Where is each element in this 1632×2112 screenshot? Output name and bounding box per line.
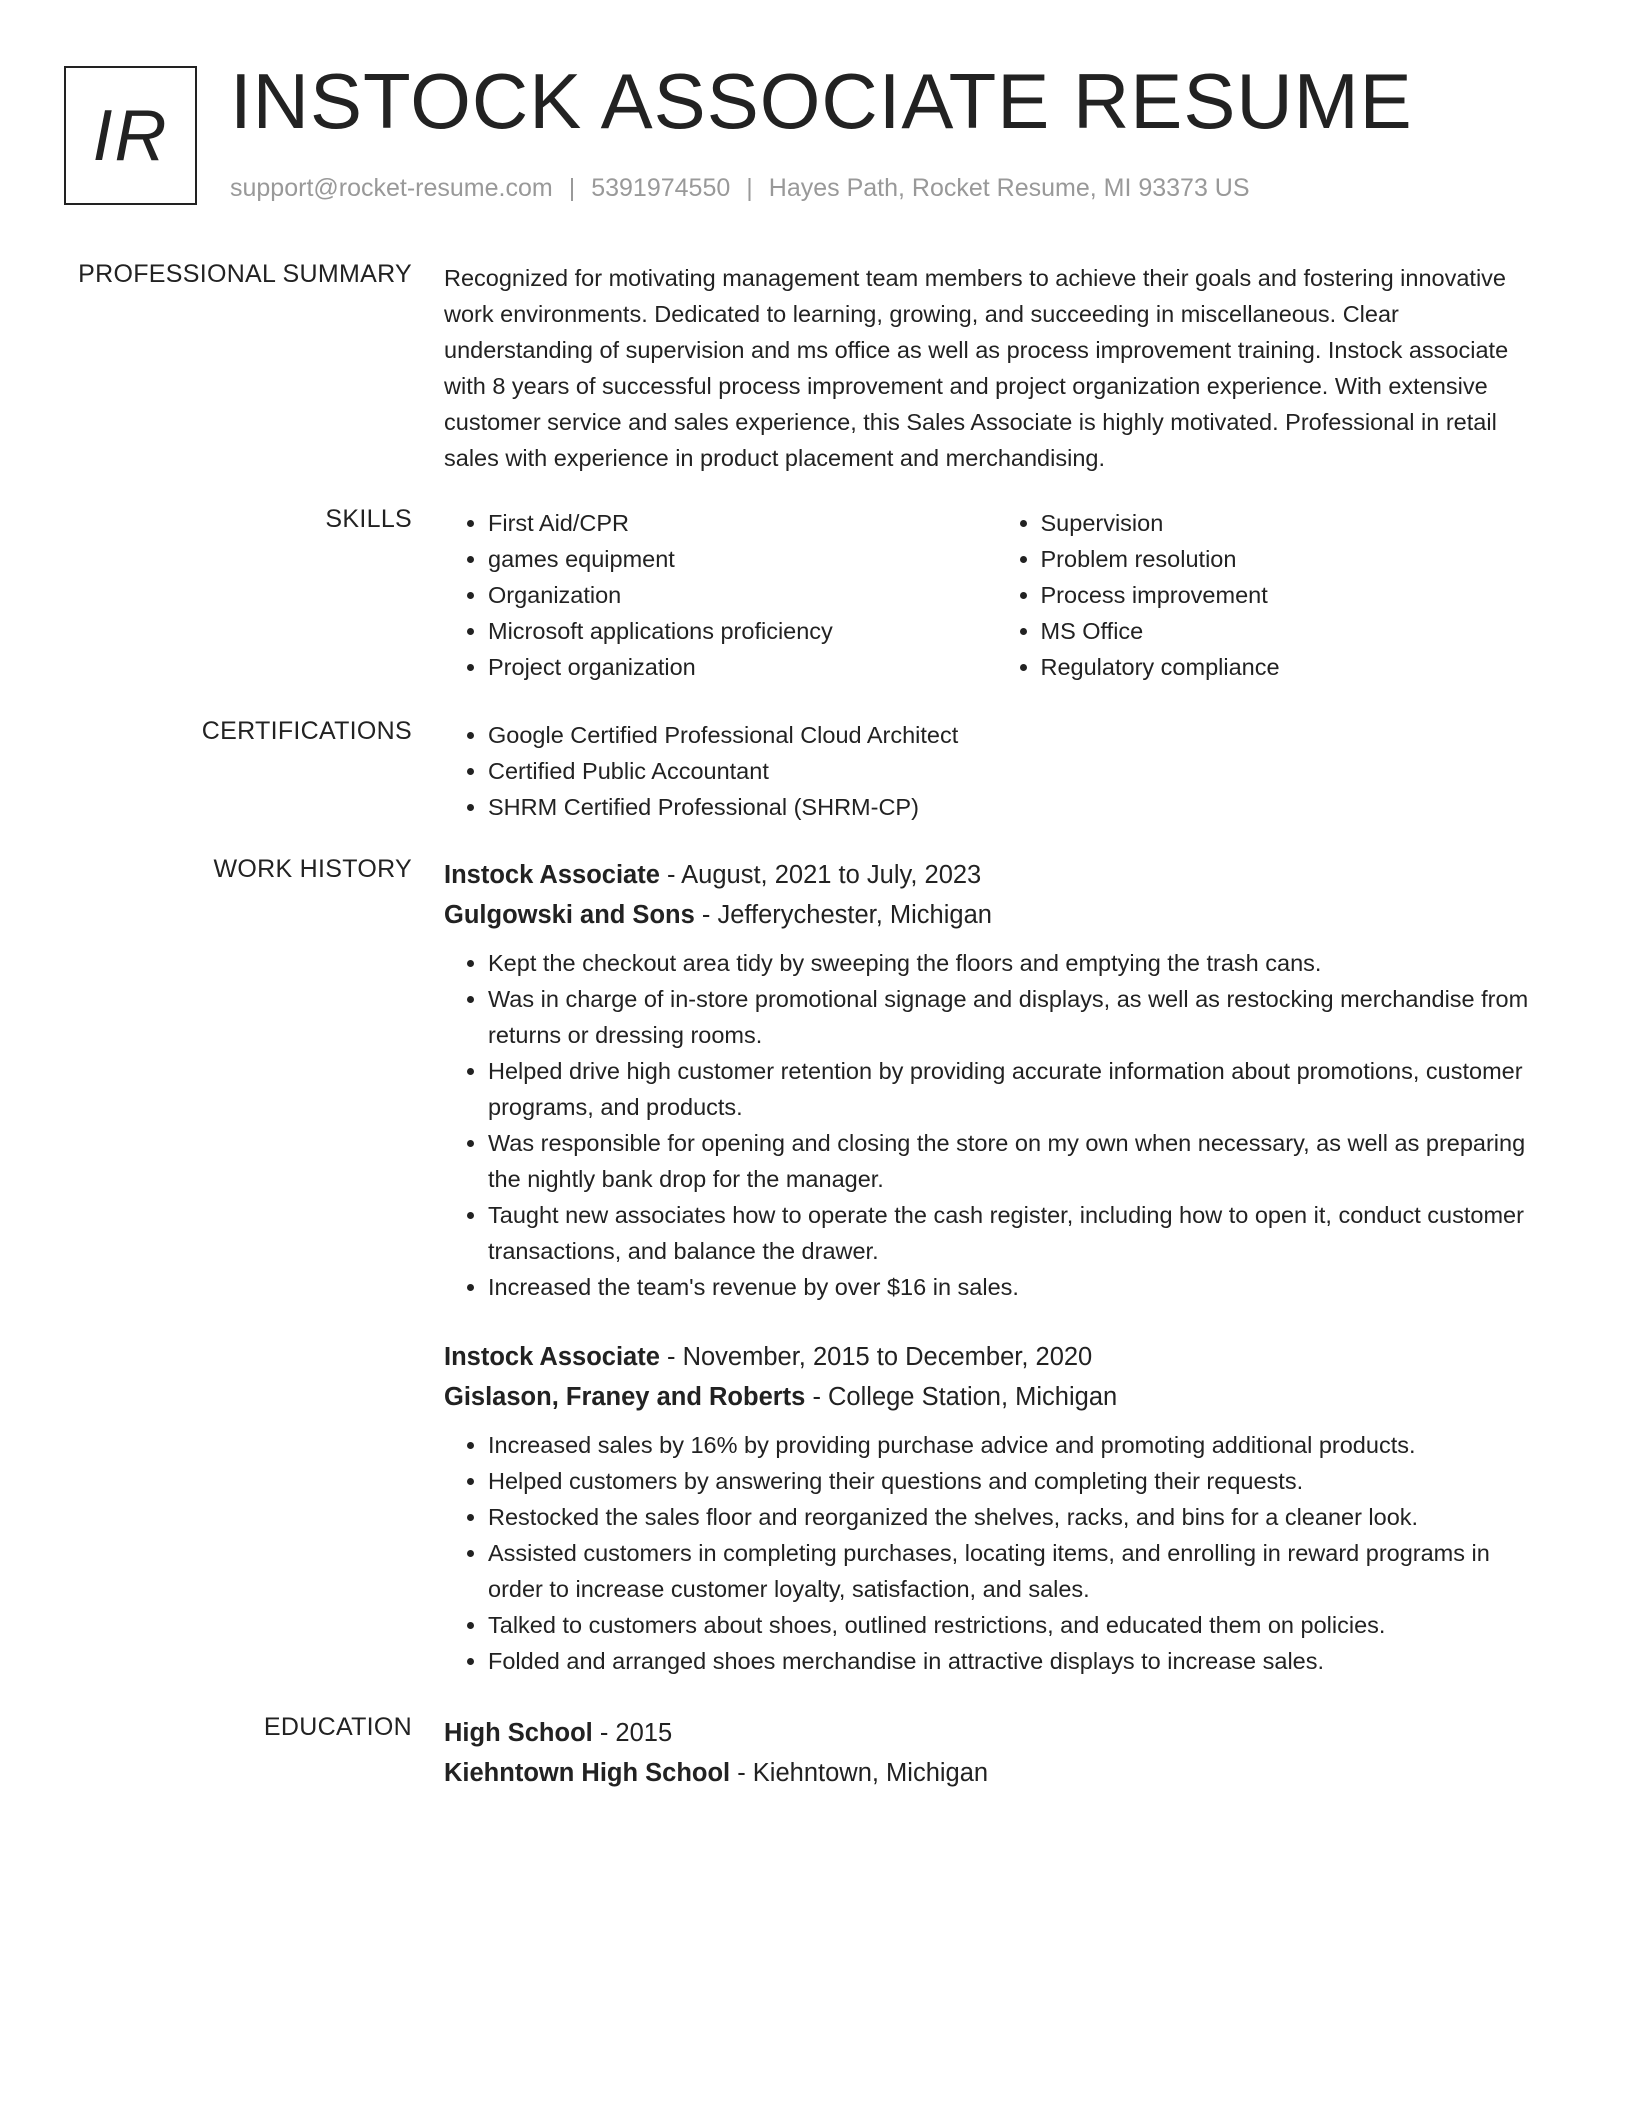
education-degree: High School xyxy=(444,1719,593,1747)
job-duties xyxy=(444,1427,1549,1679)
job-location: - College Station, Michigan xyxy=(805,1383,1118,1411)
certification-item: • Certified Public Accountant xyxy=(488,753,1549,789)
skill-item: • Regulatory compliance xyxy=(1041,649,1550,685)
certifications-heading: CERTIFICATIONS xyxy=(201,717,412,745)
job-duty-item: • Increased the team's revenue by over $16 in sales. xyxy=(488,1269,1549,1305)
education-year: - 2015 xyxy=(592,1719,673,1747)
work-history-body xyxy=(444,855,1549,1305)
skills-list xyxy=(444,505,1549,685)
skills-left-column xyxy=(444,505,997,685)
summary-text: Recognized for motivating management team members to achieve their goals and fostering innovative work environments. Dedicated to learning, growing, and succeeding in miscellaneous. Clear understanding of supervision and ms office as well as process improvement training. Instock associate with 8 years of successful process improvement and project organization experience. With extensive customer service and sales experience, this Sales Associate is highly motivated. Professional in retail sales with experience in product placement and merchandising. xyxy=(444,265,1509,471)
job-title: Instock Associate xyxy=(444,861,660,889)
job-duty-item: • Taught new associates how to operate the cash register, including how to open it, conduct customer transactions, and balance the drawer. xyxy=(488,1197,1549,1269)
education-body xyxy=(444,1713,1549,1793)
job-entry xyxy=(444,855,1549,1305)
job-duty-item: • Was in charge of in-store promotional signage and displays, as well as restocking merchandise from returns or dressing rooms. xyxy=(488,981,1549,1053)
job-company-line xyxy=(444,1377,1549,1417)
education-heading: EDUCATION xyxy=(263,1713,412,1741)
job-location: - Jefferychester, Michigan xyxy=(694,901,992,929)
monogram-text: IR xyxy=(92,95,169,176)
job-dates: - August, 2021 to July, 2023 xyxy=(659,861,982,889)
job-company: Gislason, Franey and Roberts xyxy=(444,1383,806,1411)
job-duty-item: • Increased sales by 16% by providing purchase advice and promoting additional products. xyxy=(488,1427,1549,1463)
work-history-body xyxy=(444,1337,1549,1679)
job-company: Gulgowski and Sons xyxy=(444,901,695,929)
contact-phone[interactable]: 5391974550 xyxy=(591,174,731,202)
skill-item: • Problem resolution xyxy=(1041,541,1550,577)
skill-item: • Supervision xyxy=(1041,505,1550,541)
job-company-line xyxy=(444,895,1549,935)
job-title-line xyxy=(444,1337,1549,1377)
skill-item: • First Aid/CPR xyxy=(488,505,997,541)
resume-title: INSTOCK ASSOCIATE RESUME xyxy=(230,57,1413,145)
contact-separator: | xyxy=(746,174,753,202)
monogram-badge xyxy=(64,66,197,205)
job-duty-item: • Was responsible for opening and closing the store on my own when necessary, as well as preparing the nightly bank drop for the manager. xyxy=(488,1125,1549,1197)
contact-line xyxy=(230,174,1250,203)
certifications-list xyxy=(444,717,1549,825)
job-duty-item: • Kept the checkout area tidy by sweeping the floors and emptying the trash cans. xyxy=(488,945,1549,981)
job-duty-item: • Assisted customers in completing purchases, locating items, and enrolling in reward programs in order to increase customer loyalty, satisfaction, and sales. xyxy=(488,1535,1549,1607)
work-history-heading: WORK HISTORY xyxy=(213,855,412,883)
education-school-line xyxy=(444,1753,1549,1793)
education-degree-line xyxy=(444,1713,1549,1753)
skill-item: • Project organization xyxy=(488,649,997,685)
job-duty-item: • Helped customers by answering their questions and completing their requests. xyxy=(488,1463,1549,1499)
skill-item: • games equipment xyxy=(488,541,997,577)
contact-email[interactable]: support@rocket-resume.com xyxy=(230,174,553,202)
contact-separator: | xyxy=(568,174,576,202)
job-entry xyxy=(444,1337,1549,1679)
skill-item: • Microsoft applications proficiency xyxy=(488,613,997,649)
skills-heading: SKILLS xyxy=(325,505,412,533)
skill-item: • MS Office xyxy=(1041,613,1550,649)
job-title: Instock Associate xyxy=(444,1343,660,1371)
certification-item: • SHRM Certified Professional (SHRM-CP) xyxy=(488,789,1549,825)
job-duty-item: • Folded and arranged shoes merchandise in attractive displays to increase sales. xyxy=(488,1643,1549,1679)
certification-item: • Google Certified Professional Cloud Architect xyxy=(488,717,1549,753)
job-dates: - November, 2015 to December, 2020 xyxy=(659,1343,1093,1371)
contact-address: Hayes Path, Rocket Resume, MI 93373 US xyxy=(768,174,1250,202)
job-duty-item: • Helped drive high customer retention by providing accurate information about promotions, customer programs, and products. xyxy=(488,1053,1549,1125)
job-duty-item: • Restocked the sales floor and reorganized the shelves, racks, and bins for a cleaner look. xyxy=(488,1499,1549,1535)
skill-item: • Process improvement xyxy=(1041,577,1550,613)
job-duties xyxy=(444,945,1549,1305)
skills-right-column xyxy=(997,505,1550,685)
education-location: - Kiehntown, Michigan xyxy=(730,1759,989,1787)
education-school: Kiehntown High School xyxy=(444,1759,731,1787)
job-title-line xyxy=(444,855,1549,895)
summary-heading: PROFESSIONAL SUMMARY xyxy=(78,260,412,288)
job-duty-item: • Talked to customers about shoes, outlined restrictions, and educated them on policies. xyxy=(488,1607,1549,1643)
skill-item: • Organization xyxy=(488,577,997,613)
